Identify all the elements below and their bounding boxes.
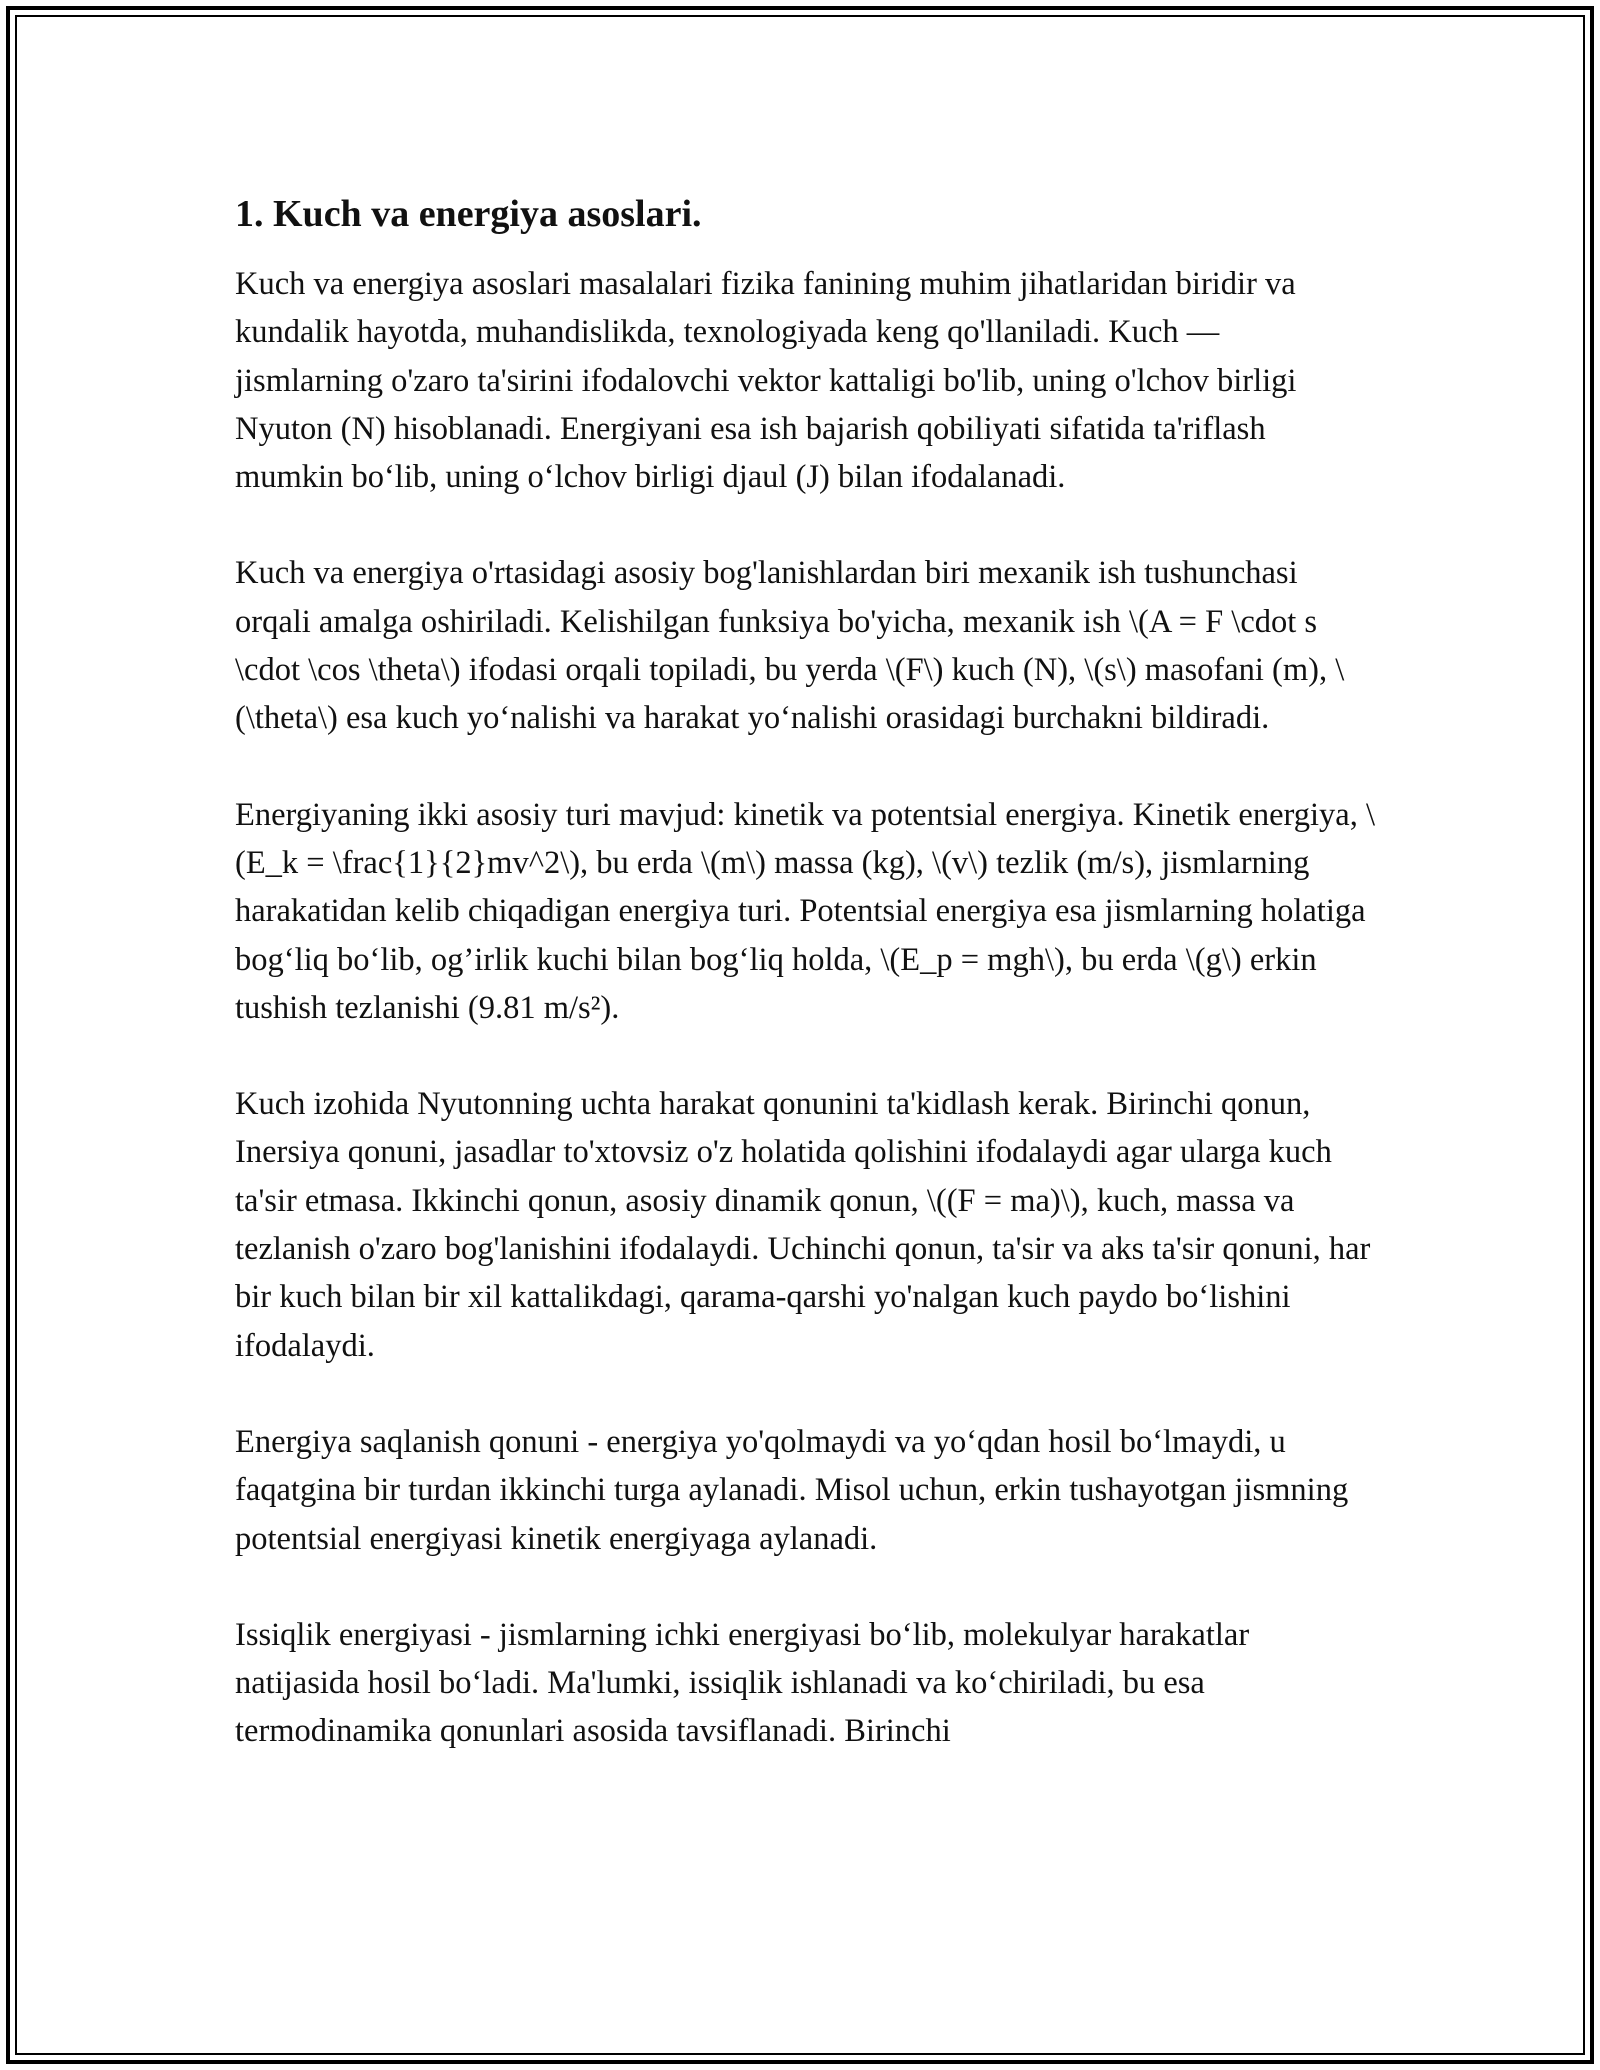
- section-heading: 1. Kuch va energiya asoslari.: [235, 193, 702, 235]
- paragraph-4: Kuch izohida Nyutonning uchta harakat qonunini ta'kidlash kerak. Birinchi qonun, Inersiya qonuni, jasadlar to'xtovsiz o'z holatida qolishini ifodalaydi agar ularga kuch ta'sir etmasa. Ikkinchi qonun, asosiy dinamik qonun, \((F = ma)\), kuch, massa va tezlanish o'zaro bog'lanishini ifodalaydi. Uchinchi qonun, ta'sir va aks ta'sir qonuni, har bir kuch bilan bir xil kattalikdagi, qarama-qarshi yo'nalgan kuch paydo bo‘lishini ifodalaydi.: [235, 1086, 1371, 1364]
- paragraph-3: Energiyaning ikki asosiy turi mavjud: kinetik va potentsial energiya. Kinetik energiya, \(E_k = \frac{1}{2}mv^2\), bu erda \(m\) massa (kg), \(v\) tezlik (m/s), jismlarning harakatidan kelib chiqadigan energiya turi. Potentsial energiya esa jismlarning holatiga bog‘liq bo‘lib, og’irlik kuchi bilan bog‘liq holda, \(E_p = mgh\), bu erda \(g\) erkin tushish tezlanishi (9.81 m/s²).: [235, 796, 1375, 1026]
- document-body: [235, 190, 1375, 1804]
- paragraph-1: Kuch va energiya asoslari masalalari fizika fanining muhim jihatlaridan biridir va kundalik hayotda, muhandislikda, texnologiyada keng qo'llaniladi. Kuch — jismlarning o'zaro ta'sirini ifodalovchi vektor kattaligi bo'lib, uning o'lchov birligi Nyuton (N) hisoblanadi. Energiyani esa ish bajarish qobiliyati sifatida ta'riflash mumkin bo‘lib, uning o‘lchov birligi djaul (J) bilan ifodalanadi.: [235, 266, 1297, 496]
- paragraph-6: Issiqlik energiyasi - jismlarning ichki energiyasi bo‘lib, molekulyar harakatlar natijasida hosil bo‘ladi. Ma'lumki, issiqlik ishlanadi va ko‘chiriladi, bu esa termodinamika qonunlari asosida tavsiflanadi. Birinchi: [235, 1616, 1250, 1750]
- paragraph-5: Energiya saqlanish qonuni - energiya yo'qolmaydi va yo‘qdan hosil bo‘lmaydi, u faqatgina bir turdan ikkinchi turga aylanadi. Misol uchun, erkin tushayotgan jismning potentsial energiyasi kinetik energiyaga aylanadi.: [235, 1423, 1349, 1557]
- paragraph-2: Kuch va energiya o'rtasidagi asosiy bog'lanishlardan biri mexanik ish tushunchasi orqali amalga oshiriladi. Kelishilgan funksiya bo'yicha, mexanik ish \(A = F \cdot s \cdot \cos \theta\) ifodasi orqali topiladi, bu yerda \(F\) kuch (N), \(s\) masofani (m), \(\theta\) esa kuch yo‘nalishi va harakat yo‘nalishi orasidagi burchakni bildiradi.: [235, 555, 1345, 737]
